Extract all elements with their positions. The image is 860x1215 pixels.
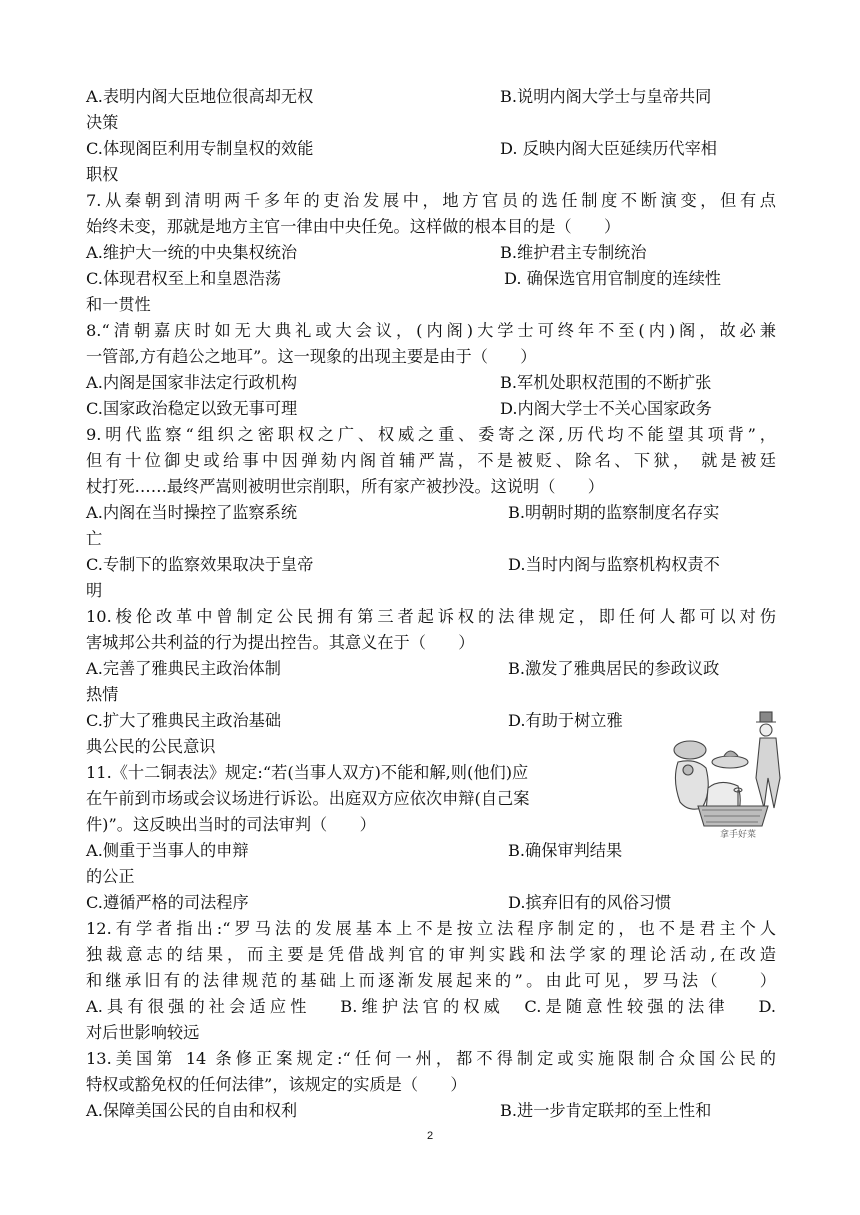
options-q12: A.具有很强的社会适应性 B.维护法官的权威 C.是随意性较强的法律 D. xyxy=(86,997,776,1016)
question-9-stem: 杖打死……最终严嵩则被明世宗削职，所有家产被抄没。这说明（ ） xyxy=(86,477,604,496)
option-c-q9 xyxy=(86,554,720,576)
option-a-q13 xyxy=(86,1100,712,1122)
question-7-stem: 7.从秦朝到清明两千多年的吏治发展中，地方官员的选任制度不断演变，但有点 xyxy=(86,191,776,210)
text-line: 明 xyxy=(86,581,103,600)
text-line: 对后世影响较远 xyxy=(86,1023,200,1042)
cartoon-illustration xyxy=(668,710,784,840)
question-10-stem: 害城邦公共利益的行为提出控告。其意义在于（ ） xyxy=(86,633,475,652)
option-c-q11 xyxy=(86,892,672,914)
question-12-stem: 和继承旧有的法律规范的基础上而逐渐发展起来的”。由此可见，罗马法（ ） xyxy=(86,971,776,990)
text: A.表明内阁大臣地位很高却无权 xyxy=(86,87,314,106)
option-a-q8 xyxy=(86,372,712,394)
question-11-stem: 11.《十二铜表法》规定:“若(当事人双方)不能和解,则(他们)应 xyxy=(86,763,529,782)
option-b-q8: B.军机处职权范围的不断扩张 xyxy=(500,373,712,392)
text: C.扩大了雅典民主政治基础 xyxy=(86,711,282,730)
option-b-q13: B.进一步肯定联邦的至上性和 xyxy=(500,1101,712,1120)
option-b-q6: B.说明内阁大学士与皇帝共同 xyxy=(500,87,712,106)
option-c-q8 xyxy=(86,398,712,420)
text: A.保障美国公民的自由和权利 xyxy=(86,1101,298,1120)
option-d-q6: D. 反映内阁大臣延续历代宰相 xyxy=(500,139,717,158)
question-9-stem: 但有十位御史或给事中因弹劾内阁首辅严嵩，不是被贬、除名、下狱， 就是被廷 xyxy=(86,451,776,470)
text: A.内阁是国家非法定行政机构 xyxy=(86,373,298,392)
question-12-stem: 12.有学者指出:“罗马法的发展基本上不是按立法程序制定的，也不是君主个人 xyxy=(86,919,776,938)
text-line: 亡 xyxy=(86,529,103,548)
text: C.国家政治稳定以致无事可理 xyxy=(86,399,298,418)
text: A.维护大一统的中央集权统治 xyxy=(86,243,298,262)
option-a-q10 xyxy=(86,658,720,680)
option-b-q10: B.激发了雅典居民的参政议政 xyxy=(508,659,720,678)
text-line: 典公民的公民意识 xyxy=(86,737,216,756)
question-7-stem: 始终未变，那就是地方主官一律由中央任免。这样做的根本目的是（ ） xyxy=(86,217,621,236)
option-b-q11: B.确保审判结果 xyxy=(508,841,623,860)
text-line: 热情 xyxy=(86,685,119,704)
question-13-stem: 特权或豁免权的任何法律”，该规定的实质是（ ） xyxy=(86,1075,467,1094)
text: C.专制下的监察效果取决于皇帝 xyxy=(86,555,314,574)
option-a-q11 xyxy=(86,840,623,862)
option-a-q9 xyxy=(86,502,720,524)
option-a-q7 xyxy=(86,242,647,264)
option-a-q6 xyxy=(86,86,712,108)
option-d-q8: D.内阁大学士不关心国家政务 xyxy=(500,399,712,418)
question-8-stem: 一管部,方有趋公之地耳”。这一现象的出现主要是由于（ ） xyxy=(86,347,537,366)
question-10-stem: 10.梭伦改革中曾制定公民拥有第三者起诉权的法律规定，即任何人都可以对伤 xyxy=(86,607,776,626)
option-c-q7 xyxy=(86,268,721,290)
question-12-stem: 独裁意志的结果，而主要是凭借战判官的审判实践和法学家的理论活动,在改造 xyxy=(86,945,776,964)
text-line: 和一贯性 xyxy=(86,295,151,314)
option-c-q6 xyxy=(86,138,717,160)
text: A.完善了雅典民主政治体制 xyxy=(86,659,281,678)
question-13-stem: 13.美国第 14 条修正案规定:“任何一州，都不得制定或实施限制合众国公民的 xyxy=(86,1049,776,1068)
option-c-q10 xyxy=(86,710,623,732)
question-11-stem: 在午前到市场或会议场进行诉讼。出庭双方应依次申辩(自己案 xyxy=(86,789,530,808)
cartoon-caption: 拿手好菜 xyxy=(719,830,757,840)
option-b-q7: B.维护君主专制统治 xyxy=(500,243,647,262)
option-d-q9: D.当时内阁与监察机构权责不 xyxy=(508,555,720,574)
text: A.侧重于当事人的申辩 xyxy=(86,841,249,860)
question-8-stem: 8.“清朝嘉庆时如无大典礼或大会议，(内阁)大学士可终年不至(内)阁，故必兼 xyxy=(86,321,776,340)
option-d-q10: D.有助于树立雅 xyxy=(508,711,623,730)
question-9-stem: 9.明代监察“组织之密职权之广、权威之重、委寄之深,历代均不能望其项背”， xyxy=(86,425,776,444)
text: C.体现阁臣利用专制皇权的效能 xyxy=(86,139,314,158)
text-line: 的公正 xyxy=(86,867,135,886)
text: C.遵循严格的司法程序 xyxy=(86,893,249,912)
text: A.内阁在当时操控了监察系统 xyxy=(86,503,298,522)
page-number: 2 xyxy=(426,1130,434,1142)
option-b-q9: B.明朝时期的监察制度名存实 xyxy=(508,503,720,522)
option-d-q11: D.摈弃旧有的风俗习惯 xyxy=(508,893,672,912)
option-d-q7: D. 确保选官用官制度的连续性 xyxy=(504,269,721,288)
question-11-stem: 件)”。这反映出当时的司法审判（ ） xyxy=(86,815,376,834)
text-line: 决策 xyxy=(86,113,119,132)
text-line: 职权 xyxy=(86,165,119,184)
text: C.体现君权至上和皇恩浩荡 xyxy=(86,269,282,288)
